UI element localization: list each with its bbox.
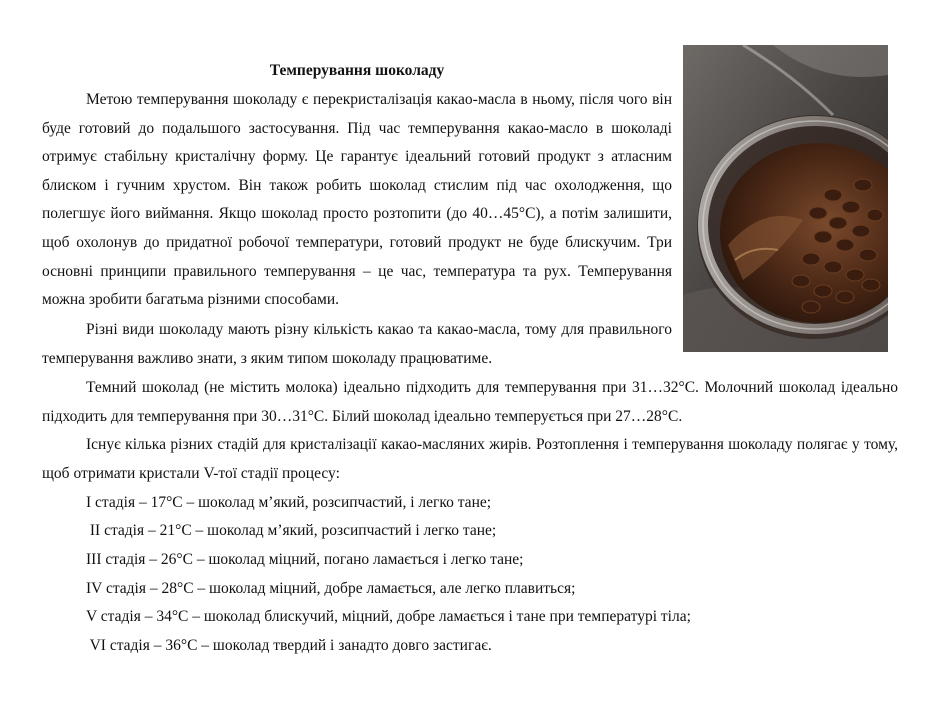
stage-item-5: V стадія – 34°С – шоколад блискучий, міцний, добре ламається і тане при температурі тіла; — [86, 608, 691, 625]
paragraph-purpose: Метою темперування шоколаду є перекристалізація какао-масла в ньому, після чого він буде готовий до подальшого застосування. Під час темперування какао-масло в шоколаді отримує стабільну кристалічну форму. Це гарантує ідеальний готовий продукт з атласним блиском і гучним хрустом. Він також робить шоколад стислим під час охолодження, що полегшує його виймання. Якщо шоколад просто розтопити (до 40…45°С), а потім залишити, щоб охолонув до придатної робочої температури, готовий продукт не буде блискучим. Три основні принципи правильного темперування – це час, температура та рух. Темперування можна зробити багатьма різними способами. — [42, 91, 672, 309]
stage-item-2: II стадія – 21°С – шоколад м’який, розсипчастий і легко тане; — [86, 522, 497, 539]
paragraph-chocolate-types: Різні види шоколаду мають різну кількість какао та какао-масла, тому для правильного темперування важливо знати, з яким типом шоколаду працюватиме. — [42, 321, 672, 367]
document-title: Темперування шоколаду — [269, 62, 445, 79]
stage-item-1: I стадія – 17°С – шоколад м’який, розсипчастий, і легко тане; — [86, 494, 492, 511]
paragraph-temperatures: Темний шоколад (не містить молока) ідеально підходить для темперування при 31…32°С. Молочний шоколад ідеально підходить для темперування при 30…31°С. Білий шоколад ідеально темперується при 27…28°С. — [42, 379, 898, 425]
stage-item-4: IV стадія – 28°С – шоколад міцний, добре ламається, але легко плавиться; — [86, 580, 576, 597]
paragraph-stages-intro: Існує кілька різних стадій для кристалізації какао-масляних жирів. Розтоплення і темперування шоколаду полягає у тому, щоб отримати кристали V-тої стадії процесу: — [42, 436, 898, 482]
chocolate-bowl-photo — [683, 45, 888, 352]
stage-item-6: VI стадія – 36°С – шоколад твердий і занадто довго застигає. — [86, 637, 492, 654]
stage-item-3: III стадія – 26°С – шоколад міцний, погано ламається і легко тане; — [86, 551, 524, 568]
